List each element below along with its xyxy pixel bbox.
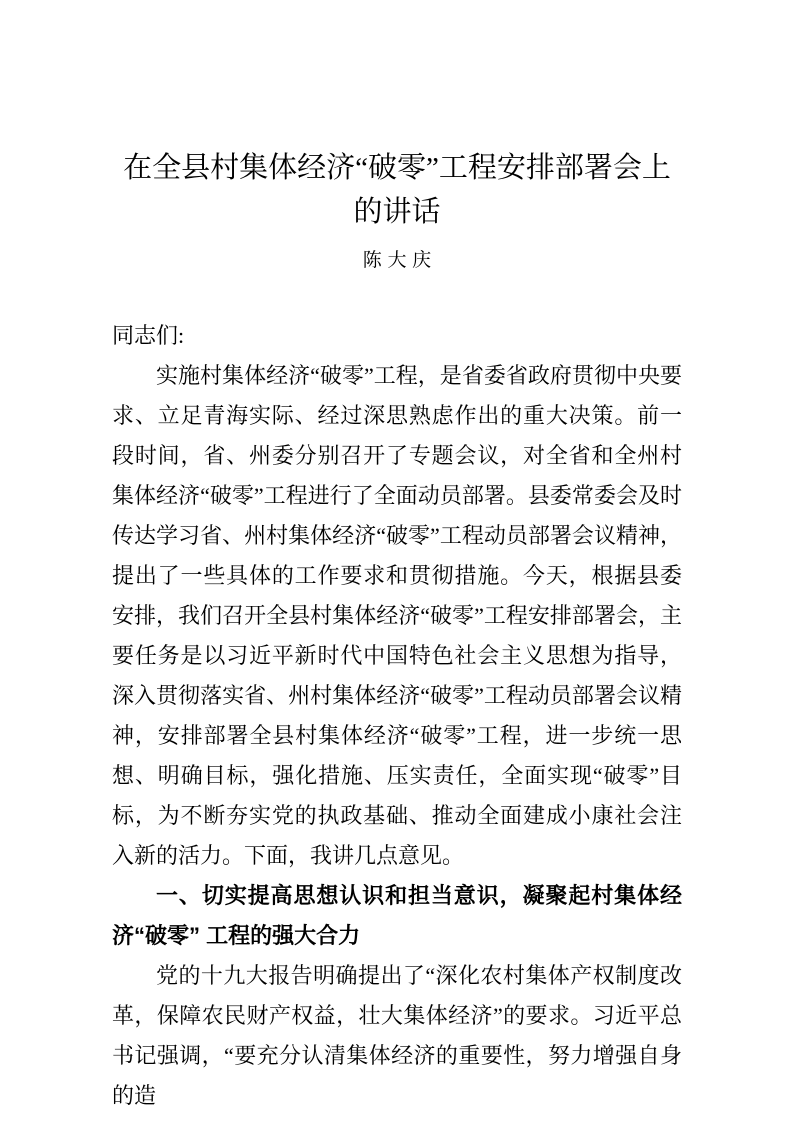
paragraph-section-1-body: 党的十九大报告明确提出了“深化农村集体产权制度改革，保障农民财产权益，壮大集体经济”的要求。习近平总书记强调，“要充分认清集体经济的重要性，努力增强自身的造 [112,963,682,1108]
document-author: 陈大庆 [362,250,437,271]
document-title: 在全县村集体经济“破零”工程安排部署会上的讲话 [123,152,671,228]
paragraph-introduction: 实施村集体经济“破零”工程，是省委省政府贯彻中央要求、立足青海实际、经过深思熟虑作出的重大决策。前一段时间，省、州委分别召开了专题会议，对全省和全州村集体经济“破零”工程进行了全面动员部署。县委常委会及时传达学习省、州村集体经济“破零”工程动员部署会议精神，提出了一些具体的工作要求和贯彻措施。今天，根据县委安排，我们召开全县村集体经济“破零”工程安排部署会，主要任务是以习近平新时代中国特色社会主义思想为指导，深入贯彻落实省、州村集体经济“破零”工程动员部署会议精神，安排部署全县村集体经济“破零”工程，进一步统一思想、明确目标，强化措施、压实责任，全面实现“破零”目标，为不断夯实党的执政基础、推动全面建成小康社会注入新的活力。下面，我讲几点意见。 [112,363,682,868]
document-body [112,316,682,1116]
section-heading-1: 一、切实提高思想认识和担当意识，凝聚起村集体经济“破零” 工程的强大合力 [112,883,682,948]
salutation: 同志们: [112,323,185,348]
